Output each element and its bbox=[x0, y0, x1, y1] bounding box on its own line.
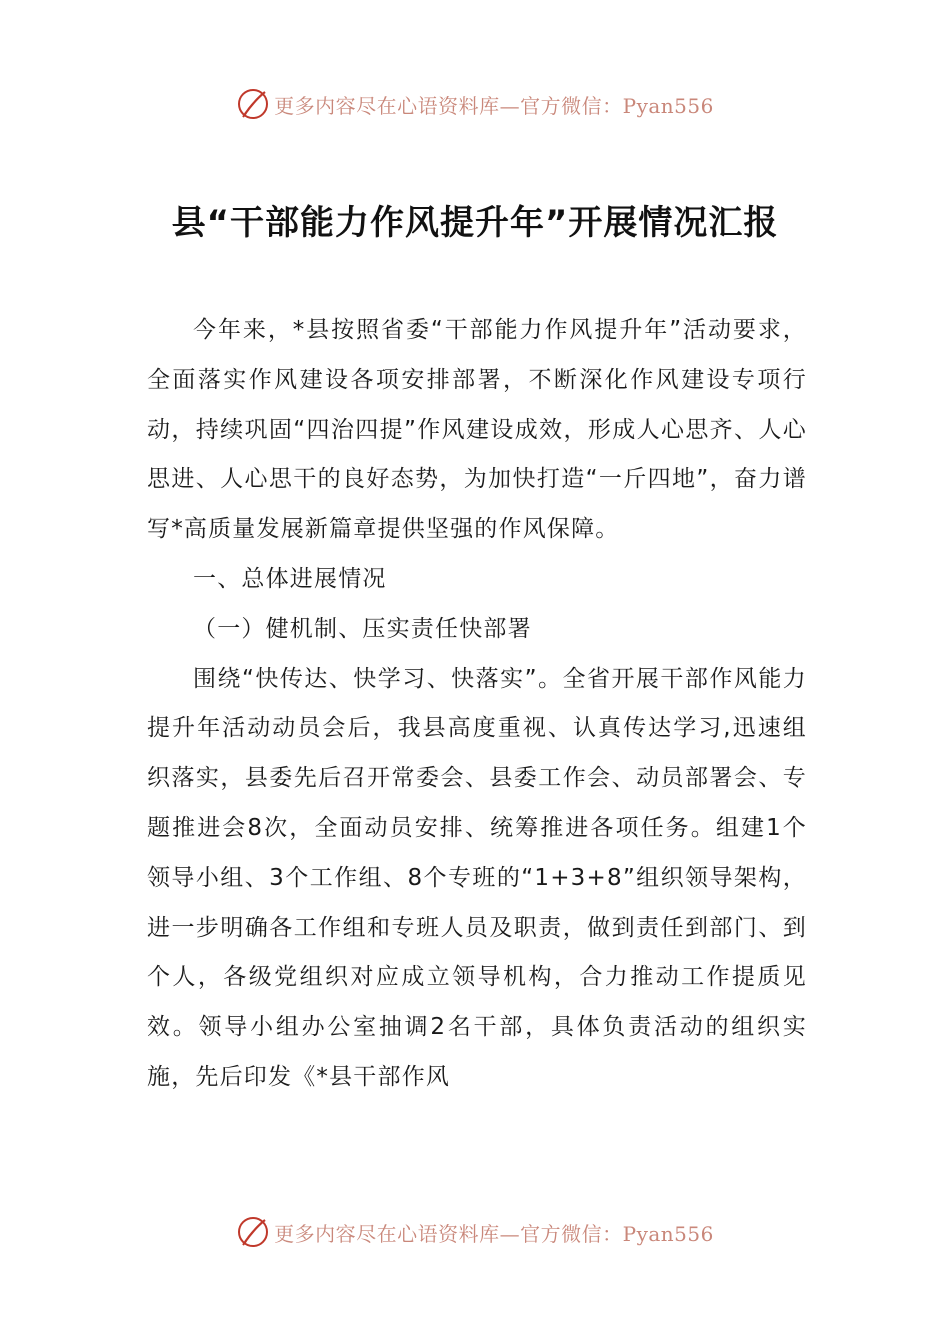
paragraph: 围绕“快传达、快学习、快落实”。全省开展干部作风能力提升年活动动员会后，我县高度重视、认真传达学习,迅速组织落实，县委先后召开常委会、县委工作会、动员部署会、专题推进会8次，全面动员安排、统筹推进各项任务。组建1个领导小组、3个工作组、8个专班的“1+3+8”组织领导架构，进一步明确各工作组和专班人员及职责，做到责任到部门、到个人，各级党组织对应成立领导机构，合力推动工作提质见效。领导小组办公室抽调2名干部，具体负责活动的组织实施，先后印发《*县干部作风 bbox=[147, 665, 807, 1090]
quill-pen-logo-icon bbox=[236, 87, 270, 121]
paragraph: 今年来，*县按照省委“干部能力作风提升年”活动要求，全面落实作风建设各项安排部署，不断深化作风建设专项行动，持续巩固“四治四提”作风建设成效，形成人心思齐、人心思进、人心思干的良好态势，为加快打造“一斤四地”，奋力谱写*高质量发展新篇章提供坚强的作风保障。 bbox=[147, 317, 807, 543]
footer-banner bbox=[0, 1212, 950, 1252]
document-title: 县“干部能力作风提升年”开展情况汇报 bbox=[171, 202, 779, 243]
banner-text: 更多内容尽在心语资料库—官方微信：Pyan556 bbox=[274, 93, 714, 118]
section-heading: 一、总体进展情况 bbox=[193, 565, 387, 592]
document-body bbox=[147, 306, 807, 1103]
banner-text: 更多内容尽在心语资料库—官方微信：Pyan556 bbox=[274, 1221, 714, 1246]
subsection-heading: （一）健机制、压实责任快部署 bbox=[193, 615, 532, 642]
header-banner bbox=[0, 84, 950, 124]
quill-pen-logo-icon bbox=[236, 1215, 270, 1249]
